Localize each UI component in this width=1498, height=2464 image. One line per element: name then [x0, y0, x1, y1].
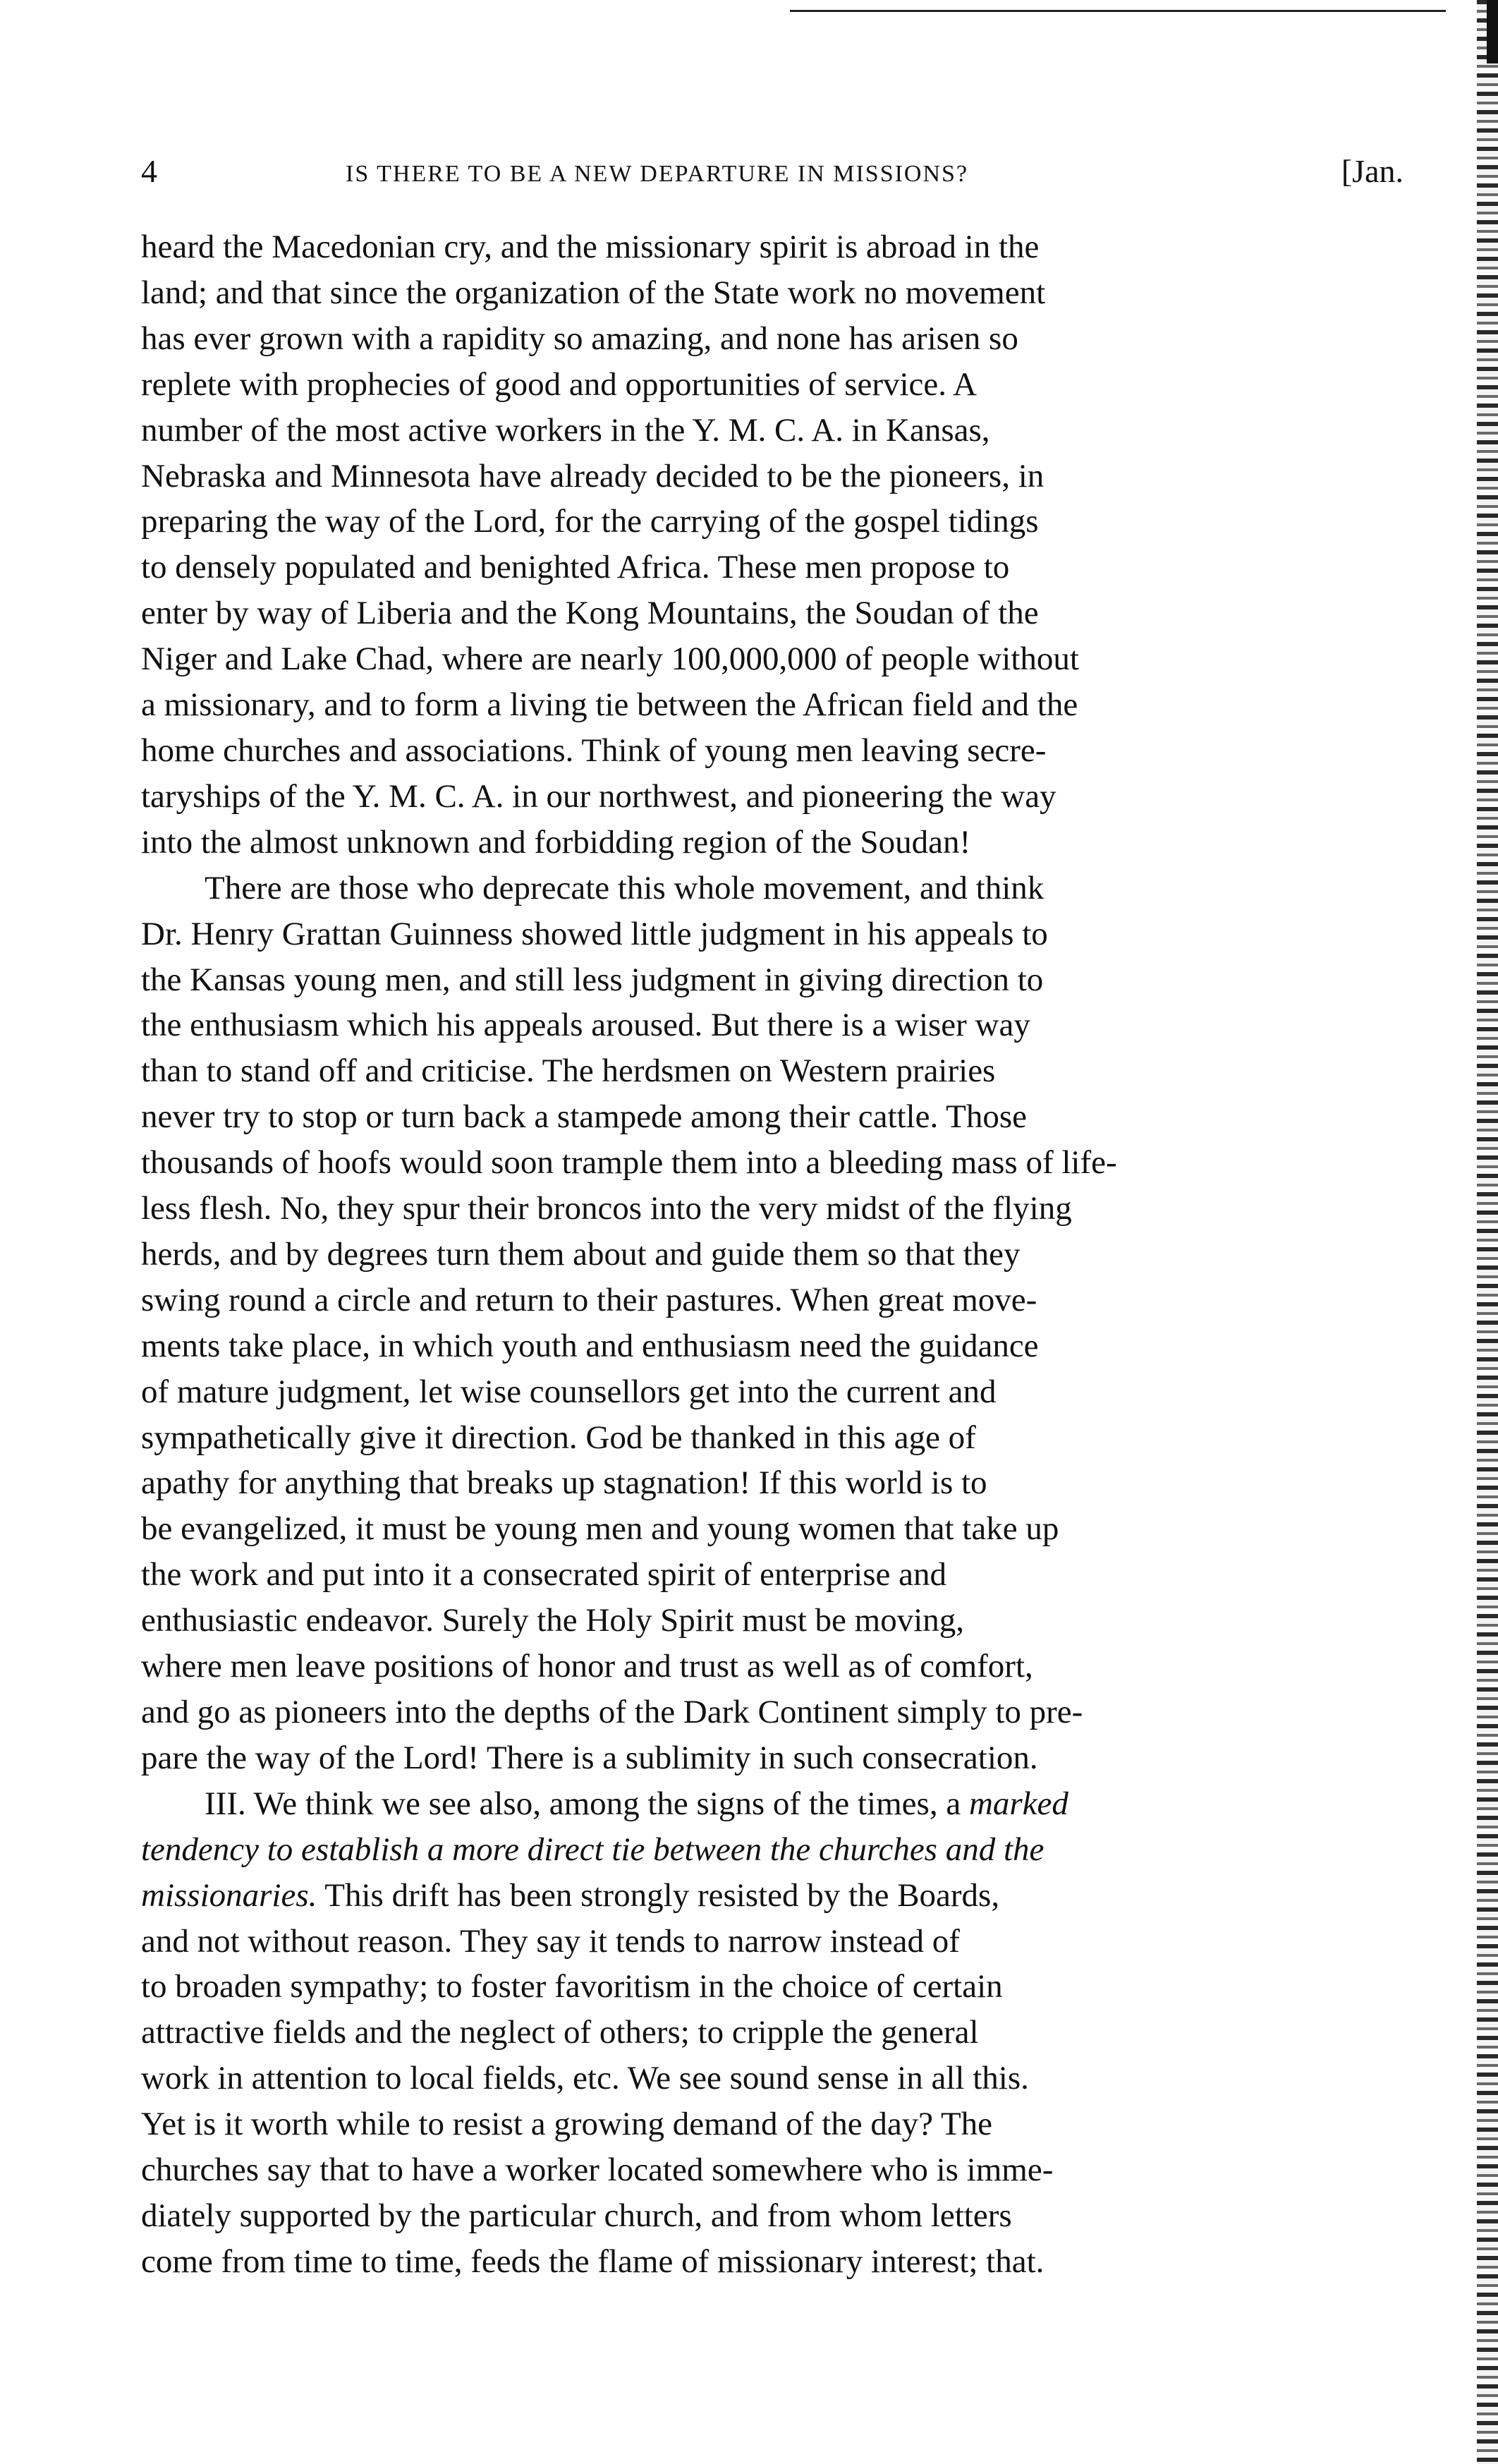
- issue-marker: [Jan.: [1341, 153, 1403, 189]
- text-segment: attractive fields and the neglect of others; to cripple the general: [141, 2014, 979, 2051]
- text-line: [141, 1002, 1403, 1048]
- text-segment: enthusiastic endeavor. Surely the Holy Spirit must be moving,: [141, 1602, 965, 1639]
- text-line: [141, 957, 1403, 1003]
- text-segment: sympathetically give it direction. God be thanked in this age of: [141, 1419, 976, 1456]
- text-line: [141, 270, 1403, 316]
- text-segment: ments take place, in which youth and enthusiasm need the guidance: [141, 1327, 1039, 1364]
- article-body: [141, 224, 1403, 2285]
- italic-text: tendency to establish a more direct tie between the churches and the: [141, 1831, 1045, 1868]
- page-edge-scan-border: [1477, 0, 1498, 2464]
- text-segment: enter by way of Liberia and the Kong Mountains, the Soudan of the: [141, 595, 1039, 632]
- text-segment: and not without reason. They say it tends to narrow instead of: [141, 1922, 960, 1960]
- text-segment: herds, and by degrees turn them about and guide them so that they: [141, 1235, 1021, 1273]
- text-segment: home churches and associations. Think of young men leaving secre-: [141, 732, 1047, 769]
- text-line: [141, 1644, 1403, 1689]
- text-line: [141, 1964, 1403, 2010]
- text-segment: than to stand off and criticise. The herdsmen on Western prairies: [141, 1052, 996, 1090]
- text-segment: to broaden sympathy; to foster favoritism in the choice of certain: [141, 1968, 1003, 2005]
- text-segment: less flesh. No, they spur their broncos into the very midst of the flying: [141, 1190, 1072, 1227]
- text-line: [141, 728, 1403, 774]
- text-segment: the Kansas young men, and still less judgment in giving direction to: [141, 961, 1044, 998]
- text-segment: heard the Macedonian cry, and the missionary spirit is abroad in the: [141, 229, 1040, 265]
- text-segment: into the almost unknown and forbidding region of the Soudan!: [141, 823, 971, 861]
- text-line: [141, 1827, 1403, 1873]
- text-segment: Niger and Lake Chad, where are nearly 100,000,000 of people without: [141, 641, 1079, 678]
- text-segment: Yet is it worth while to resist a growing demand of the day? The: [141, 2106, 993, 2143]
- italic-text: marked: [968, 1785, 1068, 1822]
- text-line: [141, 1232, 1403, 1277]
- text-segment: thousands of hoofs would soon trample them into a bleeding mass of life-: [141, 1144, 1117, 1182]
- text-segment: Nebraska and Minnesota have already decided to be the pioneers, in: [141, 457, 1045, 494]
- text-line: [141, 2239, 1403, 2285]
- text-line: [141, 820, 1403, 866]
- page-number: 4: [141, 153, 157, 189]
- text-line: [141, 408, 1403, 454]
- text-segment: churches say that to have a worker located somewhere who is imme-: [141, 2152, 1054, 2189]
- text-line: [141, 2147, 1403, 2193]
- text-line: [141, 499, 1403, 545]
- text-line: [141, 774, 1403, 820]
- text-line: [141, 1415, 1403, 1461]
- text-line: [141, 454, 1403, 499]
- text-segment: has ever grown with a rapidity so amazing, and none has arisen so: [141, 320, 1018, 357]
- running-title: IS THERE TO BE A NEW DEPARTURE IN MISSIONS?: [346, 161, 969, 187]
- text-segment: swing round a circle and return to their pastures. When great move-: [141, 1281, 1037, 1318]
- text-segment: the enthusiasm which his appeals aroused. But there is a wiser way: [141, 1007, 1030, 1044]
- text-segment: number of the most active workers in the Y. M. C. A. in Kansas,: [141, 411, 990, 449]
- text-line: [141, 1186, 1403, 1232]
- text-line: [141, 1552, 1403, 1598]
- text-segment: be evangelized, it must be young men and young women that take up: [141, 1510, 1059, 1548]
- text-line: [141, 590, 1403, 636]
- text-line: [141, 362, 1403, 408]
- text-segment: III. We think we see also, among the signs of the times, a: [205, 1785, 969, 1822]
- page-top-rule: [790, 10, 1446, 12]
- text-line: [141, 1140, 1403, 1186]
- text-line: [141, 1598, 1403, 1644]
- text-line: [141, 1277, 1403, 1323]
- text-segment: diately supported by the particular church, and from whom letters: [141, 2197, 1012, 2234]
- text-line: [141, 316, 1403, 362]
- text-line: [141, 224, 1403, 270]
- text-line: [141, 636, 1403, 682]
- text-line: [141, 1873, 1403, 1919]
- text-line: [141, 1506, 1403, 1552]
- text-segment: This drift has been strongly resisted by the Boards,: [317, 1876, 1000, 1914]
- text-line: [141, 866, 1403, 911]
- text-line: [141, 1689, 1403, 1735]
- text-segment: There are those who deprecate this whole movement, and think: [205, 869, 1045, 906]
- text-line: [141, 545, 1403, 590]
- text-segment: come from time to time, feeds the flame of missionary interest; that.: [141, 2243, 1045, 2280]
- text-line: [141, 911, 1403, 957]
- text-line: [141, 1048, 1403, 1094]
- text-segment: apathy for anything that breaks up stagnation! If this world is to: [141, 1464, 987, 1502]
- text-segment: replete with prophecies of good and opportunities of service. A: [141, 365, 978, 403]
- text-segment: a missionary, and to form a living tie between the African field and the: [141, 686, 1078, 724]
- text-segment: land; and that since the organization of the State work no movement: [141, 274, 1046, 311]
- page-header: [141, 152, 1403, 202]
- text-line: [141, 682, 1403, 728]
- text-segment: of mature judgment, let wise counsellors get into the current and: [141, 1373, 997, 1410]
- text-segment: pare the way of the Lord! There is a sublimity in such consecration.: [141, 1739, 1038, 1776]
- text-line: [141, 2193, 1403, 2239]
- text-segment: Dr. Henry Grattan Guinness showed little judgment in his appeals to: [141, 915, 1048, 952]
- text-line: [141, 1735, 1403, 1781]
- text-segment: never try to stop or turn back a stampede among their cattle. Those: [141, 1098, 1027, 1136]
- text-line: [141, 2056, 1403, 2101]
- italic-text: missionaries.: [141, 1876, 317, 1914]
- text-segment: and go as pioneers into the depths of the Dark Continent simply to pre-: [141, 1694, 1083, 1730]
- text-segment: the work and put into it a consecrated spirit of enterprise and: [141, 1556, 946, 1594]
- text-line: [141, 2010, 1403, 2056]
- text-segment: taryships of the Y. M. C. A. in our northwest, and pioneering the way: [141, 777, 1056, 815]
- text-line: [141, 1460, 1403, 1506]
- text-line: [141, 1094, 1403, 1140]
- text-segment: preparing the way of the Lord, for the carrying of the gospel tidings: [141, 503, 1039, 540]
- text-line: [141, 1369, 1403, 1415]
- text-segment: where men leave positions of honor and trust as well as of comfort,: [141, 1648, 1033, 1685]
- text-segment: to densely populated and benighted Africa. These men propose to: [141, 549, 1010, 586]
- text-line: [141, 1781, 1403, 1827]
- text-segment: work in attention to local fields, etc. We see sound sense in all this.: [141, 2060, 1029, 2097]
- text-line: [141, 1919, 1403, 1965]
- text-line: [141, 1323, 1403, 1369]
- text-line: [141, 2101, 1403, 2147]
